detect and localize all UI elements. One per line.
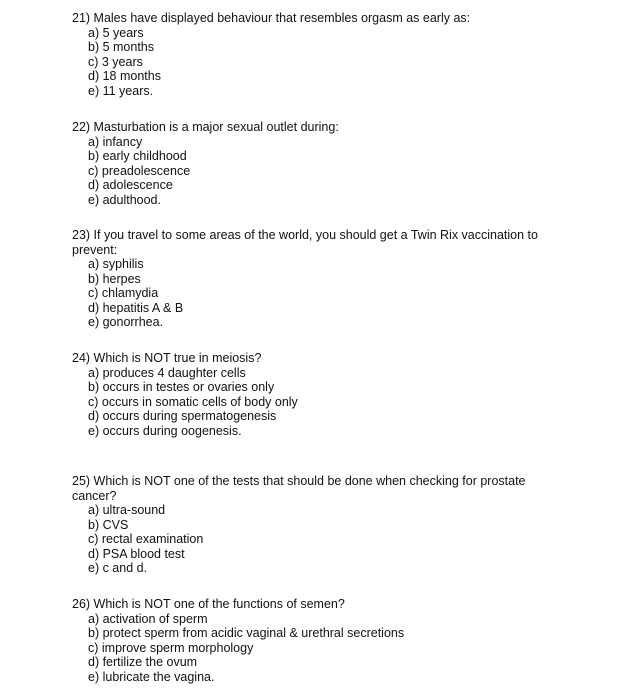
option-e: e) 11 years. (88, 83, 154, 98)
option-list (72, 612, 552, 685)
question-22 (72, 120, 552, 207)
option-a: a) activation of sperm (88, 611, 208, 626)
option-e: e) occurs during oogenesis. (88, 423, 242, 438)
question-stem: 25) Which is NOT one of the tests that should be done when checking for prostate cancer? (72, 474, 526, 503)
option-a: a) produces 4 daughter cells (88, 365, 246, 380)
question-23 (72, 228, 547, 330)
option-b: b) herpes (88, 271, 141, 286)
option-e: e) lubricate the vagina. (88, 669, 215, 684)
question-stem: 23) If you travel to some areas of the world, you should get a Twin Rix vaccination to prevent: (72, 228, 538, 257)
option-c: c) chlamydia (88, 286, 159, 300)
question-stem: 21) Males have displayed behaviour that resembles orgasm as early as: (72, 11, 471, 25)
option-d: d) 18 months (88, 69, 161, 83)
option-list (72, 257, 547, 330)
option-e: e) adulthood. (88, 192, 161, 207)
option-list (72, 26, 552, 99)
option-list (72, 366, 552, 439)
option-c: c) rectal examination (88, 532, 204, 546)
option-d: d) adolescence (88, 178, 173, 192)
option-a: a) syphilis (88, 257, 144, 271)
option-a: a) infancy (88, 134, 143, 149)
option-d: d) fertilize the ovum (88, 655, 198, 669)
option-a: a) ultra-sound (88, 503, 166, 517)
option-c: c) 3 years (88, 54, 143, 69)
option-d: d) hepatitis A & B (88, 300, 184, 315)
option-e: e) gonorrhea. (88, 315, 164, 329)
question-24 (72, 351, 552, 438)
question-25 (72, 474, 542, 576)
question-stem: 24) Which is NOT true in meiosis? (72, 351, 262, 365)
option-list (72, 503, 542, 576)
option-d: d) PSA blood test (88, 546, 185, 561)
option-c: c) preadolescence (88, 163, 191, 178)
option-c: c) occurs in somatic cells of body only (88, 394, 298, 409)
option-b: b) protect sperm from acidic vaginal & urethral secretions (88, 626, 405, 640)
option-a: a) 5 years (88, 25, 144, 40)
option-list (72, 135, 552, 208)
question-stem: 22) Masturbation is a major sexual outlet during: (72, 120, 339, 134)
option-b: b) occurs in testes or ovaries only (88, 380, 275, 394)
option-b: b) CVS (88, 517, 129, 532)
question-26 (72, 597, 552, 684)
option-c: c) improve sperm morphology (88, 640, 254, 655)
option-d: d) occurs during spermatogenesis (88, 409, 277, 423)
option-e: e) c and d. (88, 561, 148, 575)
option-b: b) early childhood (88, 149, 187, 163)
question-stem: 26) Which is NOT one of the functions of semen? (72, 597, 345, 611)
question-21 (72, 11, 552, 98)
option-b: b) 5 months (88, 40, 155, 54)
